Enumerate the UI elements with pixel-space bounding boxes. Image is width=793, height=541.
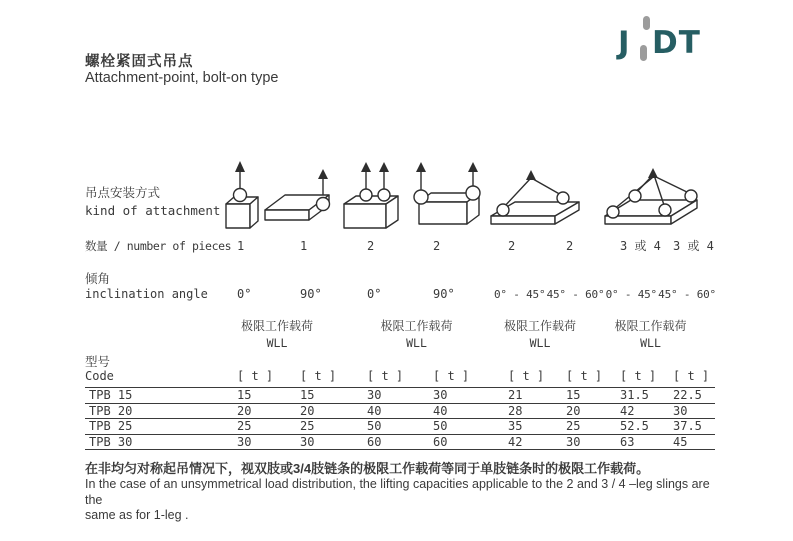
- cell: 25: [300, 419, 315, 433]
- inclination-value: 0° - 45°: [494, 288, 546, 301]
- unit-cell: [ t ]: [367, 369, 404, 383]
- unit-cell: [ t ]: [673, 369, 710, 383]
- inclination-value: 0°: [237, 287, 252, 301]
- diagram-two-attachments-top: [340, 160, 404, 230]
- cell: 30: [433, 388, 448, 402]
- table-row: [85, 418, 715, 434]
- diagram-three-four-leg-sling: [601, 166, 703, 232]
- pieces-value: 1: [237, 239, 245, 253]
- svg-text:J: J: [618, 25, 630, 61]
- wll-en: WLL: [406, 336, 427, 350]
- footnote-zh: 在非均匀对称起吊情况下，视双肢或3/4肢链条的极限工作载荷等同于单肢链条时的极限工作载荷。: [85, 461, 650, 476]
- cell: 35: [508, 419, 523, 433]
- wll-en: WLL: [529, 336, 551, 350]
- row-code: TPB 15: [89, 388, 133, 402]
- pieces-value: 2: [367, 239, 375, 253]
- footnote-en-line1: In the case of an unsymmetrical load distribution, the lifting capacities applicable to the 2 and 3 / 4 –leg slings are the: [85, 477, 710, 507]
- cell: 63: [620, 434, 635, 449]
- footnote-en: [85, 477, 725, 524]
- footnote-en-line2: same as for 1-leg .: [85, 508, 189, 522]
- wll-zh: 极限工作载荷: [614, 319, 687, 333]
- table-row: [85, 403, 715, 419]
- diagram-two-attachments-side: [409, 160, 483, 230]
- wll-en: WLL: [640, 336, 661, 350]
- cell: 15: [237, 388, 252, 402]
- cell: 45: [673, 434, 688, 449]
- cell: 25: [237, 419, 252, 433]
- row-code: TPB 25: [89, 419, 133, 433]
- unit-cell: [ t ]: [433, 369, 470, 383]
- cell: 50: [433, 419, 448, 433]
- cell: 50: [367, 419, 382, 433]
- wll-zh: 极限工作载荷: [240, 319, 313, 333]
- slab-four-leg-sling-icon: [601, 166, 703, 232]
- slab-two-leg-sling-icon: [487, 168, 583, 232]
- row-code: TPB 30: [89, 434, 133, 449]
- pieces-label: 数量 / number of pieces: [85, 239, 232, 253]
- cell: 30: [673, 403, 688, 418]
- cell: 60: [433, 434, 448, 449]
- kind-label-zh: 吊点安装方式: [85, 185, 161, 200]
- page-title-zh: 螺栓紧固式吊点: [85, 54, 194, 70]
- cell: 42: [620, 403, 635, 418]
- cell: 20: [566, 403, 581, 418]
- table-row: [85, 387, 715, 403]
- svg-text:DT: DT: [652, 25, 701, 61]
- code-label-zh: 型号: [85, 354, 111, 369]
- pieces-value: 2: [508, 239, 516, 253]
- inclination-label-zh: 倾角: [85, 271, 111, 286]
- cell: 30: [300, 434, 315, 449]
- kind-of-attachment-label: [85, 184, 220, 220]
- block-one-ring-icon: [218, 160, 262, 230]
- wll-zh: 极限工作载荷: [380, 319, 453, 333]
- inclination-label-en: inclination angle: [85, 287, 208, 301]
- unit-cell: [ t ]: [508, 369, 545, 383]
- inclination-value: 90°: [433, 287, 455, 301]
- cell: 30: [237, 434, 252, 449]
- diagram-one-attachment-vertical: [218, 160, 262, 230]
- pieces-row: [85, 238, 715, 255]
- cell: 40: [433, 403, 448, 418]
- cell: 20: [237, 403, 252, 418]
- cell: 42: [508, 434, 523, 449]
- cell: 37.5: [673, 419, 702, 433]
- capacity-table: [85, 387, 715, 450]
- unit-cell: [ t ]: [620, 369, 657, 383]
- wll-header: [212, 318, 342, 352]
- cell: 40: [367, 403, 382, 418]
- wll-header-row: [85, 318, 715, 352]
- wll-header: [484, 318, 596, 352]
- cell: 20: [300, 403, 315, 418]
- cell: 22.5: [673, 388, 702, 402]
- pieces-value: 3 或 4: [620, 239, 661, 253]
- inclination-value: 0°: [367, 287, 382, 301]
- block-two-rings-top-icon: [340, 160, 404, 230]
- cell: 30: [367, 388, 382, 402]
- cell: 30: [566, 434, 581, 449]
- table-row: [85, 434, 715, 450]
- wll-en: WLL: [266, 336, 288, 350]
- inclination-value: 0° - 45°: [605, 288, 657, 301]
- slab-side-ring-icon: [263, 168, 337, 230]
- code-label-en: Code: [85, 369, 114, 383]
- inclination-value: 45° - 60°: [658, 288, 716, 301]
- wll-header: [346, 318, 487, 352]
- unit-cell: [ t ]: [237, 369, 274, 383]
- cell: 21: [508, 388, 523, 402]
- jdt-logo-icon: [612, 14, 708, 64]
- cell: 15: [566, 388, 581, 402]
- wll-zh: 极限工作载荷: [503, 319, 576, 333]
- cell: 31.5: [620, 388, 649, 402]
- unit-header-row: [85, 368, 715, 385]
- inclination-value: 90°: [300, 287, 322, 301]
- cell: 28: [508, 403, 523, 418]
- diagram-one-attachment-side: [263, 168, 337, 230]
- cell: 25: [566, 419, 581, 433]
- cell: 60: [367, 434, 382, 449]
- unit-cell: [ t ]: [566, 369, 603, 383]
- pieces-value: 2: [433, 239, 441, 253]
- inclination-ranges: [494, 286, 716, 303]
- jdt-logo: [612, 14, 708, 68]
- unit-cell: [ t ]: [300, 369, 337, 383]
- wll-header: [601, 318, 700, 352]
- block-two-rings-side-icon: [409, 160, 483, 230]
- kind-label-en: kind of attachment: [85, 203, 221, 218]
- pieces-value: 2: [566, 239, 574, 253]
- page-title-en: Attachment-point, bolt-on type: [85, 70, 279, 86]
- inclination-row: [85, 286, 715, 303]
- pieces-value: 1: [300, 239, 308, 253]
- inclination-value: 45° - 60°: [546, 288, 605, 301]
- cell: 15: [300, 388, 315, 402]
- diagram-two-leg-sling: [487, 168, 583, 232]
- row-code: TPB 20: [89, 403, 133, 418]
- cell: 52.5: [620, 419, 649, 433]
- wll-spacer: [85, 318, 233, 352]
- pieces-value: 3 或 4: [673, 239, 714, 253]
